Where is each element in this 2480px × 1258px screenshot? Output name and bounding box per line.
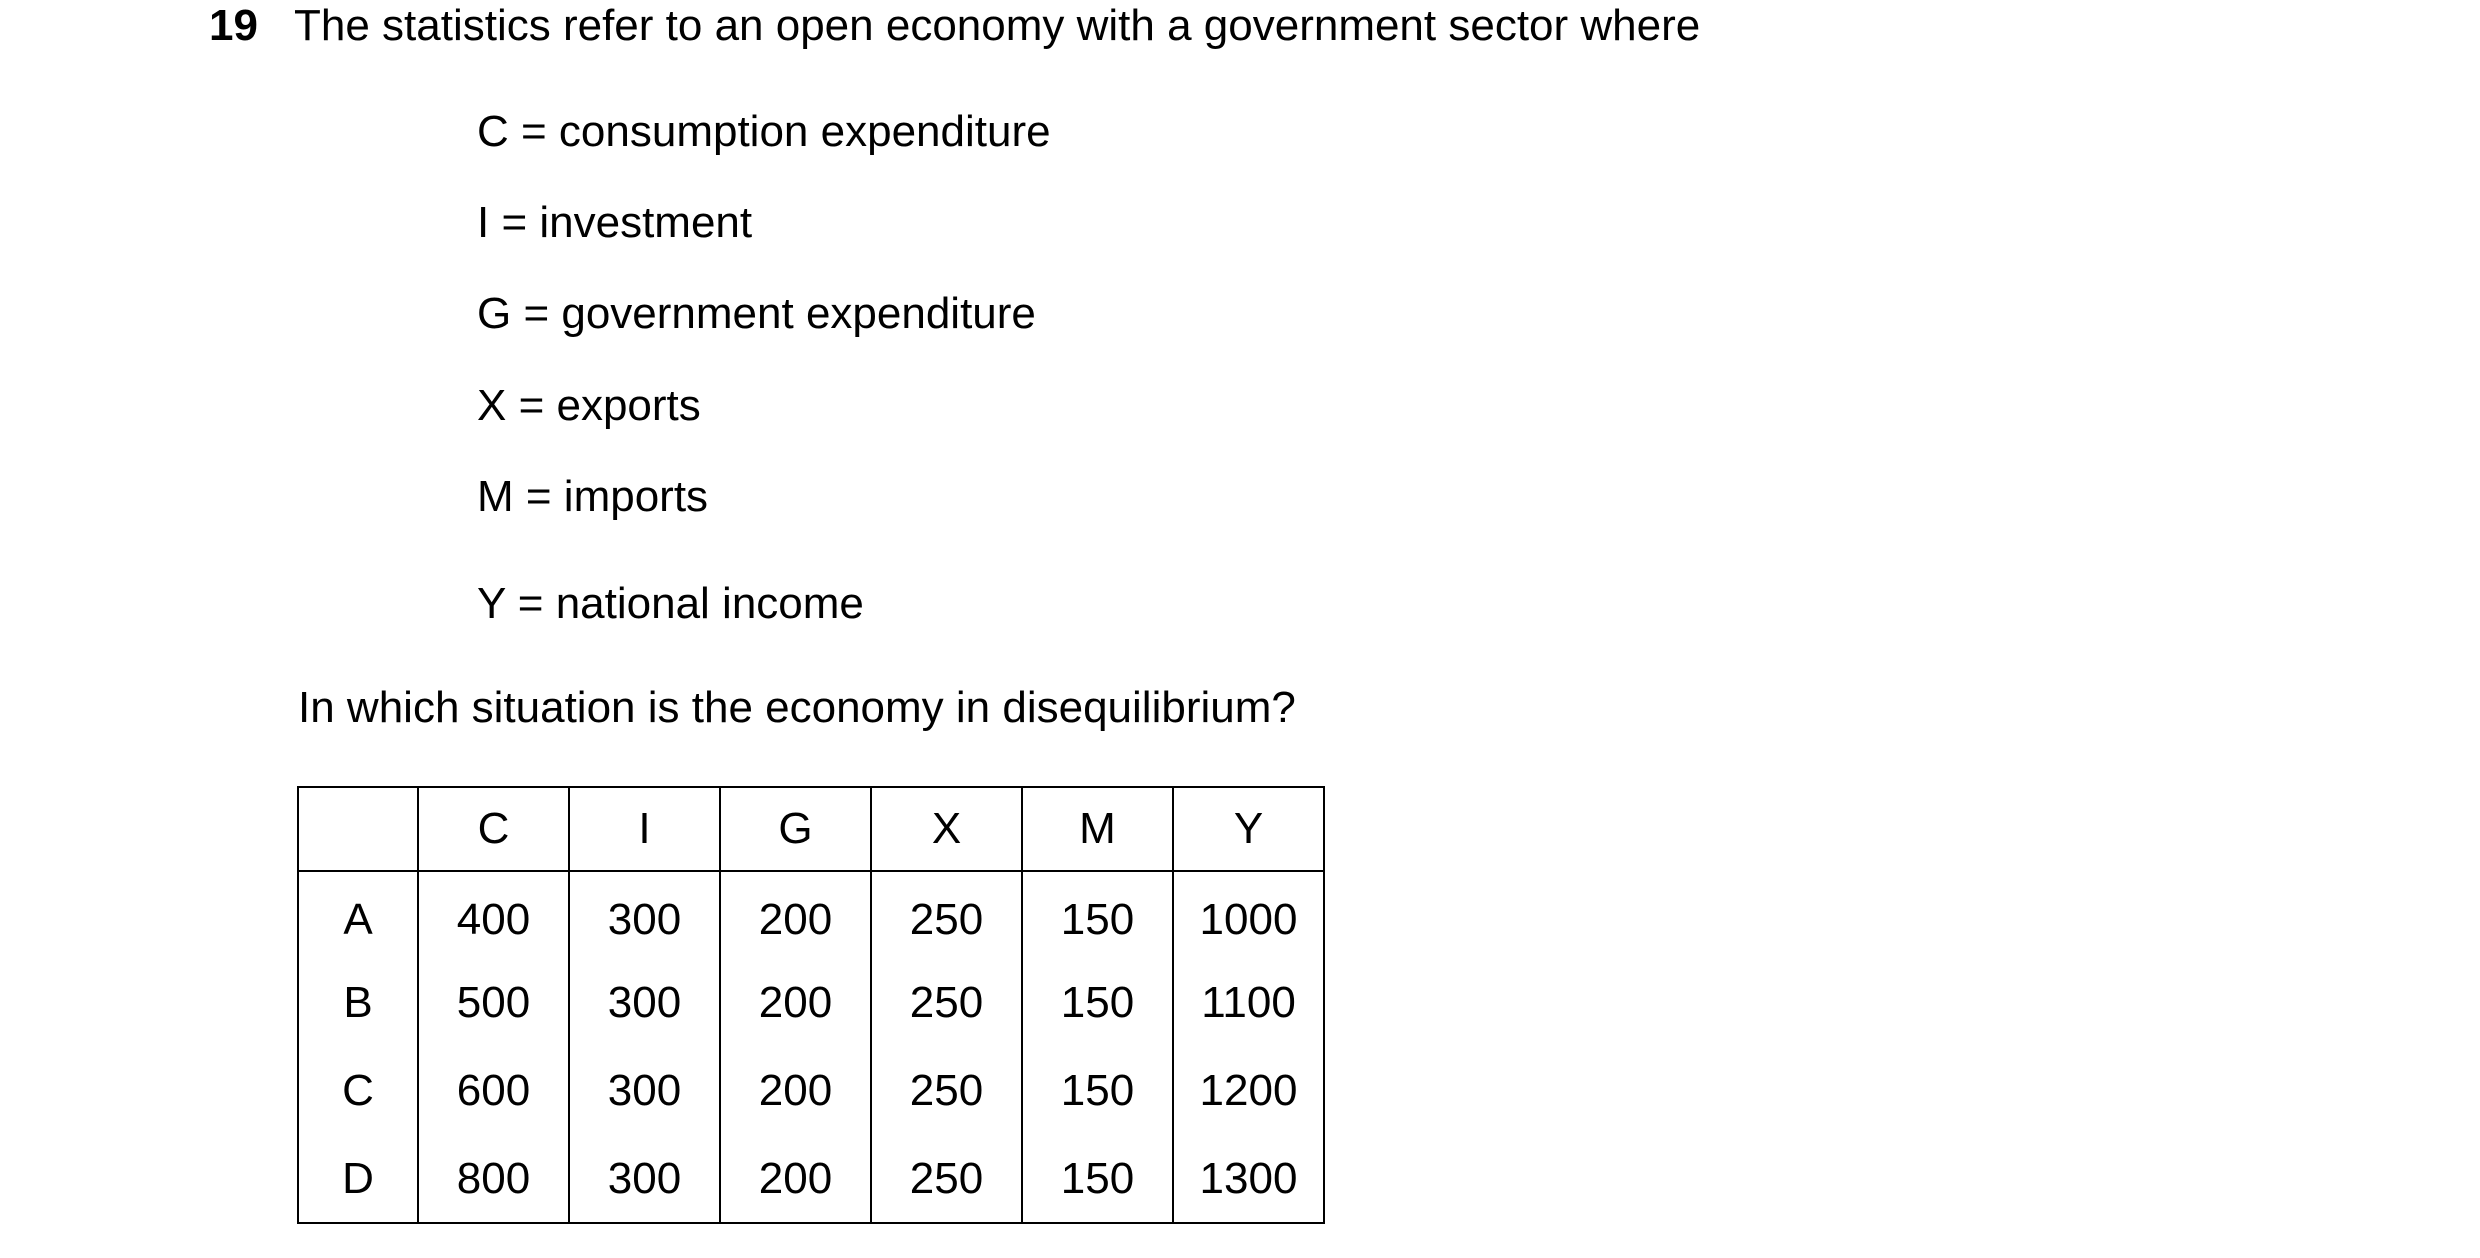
table-cell: 1000 [1173,871,1324,959]
table-cell: 250 [871,1135,1022,1223]
row-label-a: A [298,871,418,959]
table-cell: 150 [1022,959,1173,1047]
table-cell: 150 [1022,1047,1173,1135]
options-table [297,786,1325,1224]
header-cell-x: X [871,787,1022,871]
table-cell: 1100 [1173,959,1324,1047]
table-row [298,1047,1324,1135]
table-cell: 300 [569,871,720,959]
table-cell: 1300 [1173,1135,1324,1223]
table-row [298,1135,1324,1223]
header-cell-y: Y [1173,787,1324,871]
table-cell: 300 [569,1047,720,1135]
table-cell: 1200 [1173,1047,1324,1135]
definition-national-income: Y = national income [477,579,864,628]
table-row [298,871,1324,959]
table-cell: 250 [871,871,1022,959]
table-cell: 400 [418,871,569,959]
table-cell: 150 [1022,871,1173,959]
definition-consumption: C = consumption expenditure [477,107,1051,156]
table-header-row [298,787,1324,871]
table-cell: 600 [418,1047,569,1135]
question-number: 19 [209,1,258,50]
table-cell: 800 [418,1135,569,1223]
table-row [298,959,1324,1047]
table-cell: 250 [871,1047,1022,1135]
table-cell: 200 [720,959,871,1047]
header-cell-g: G [720,787,871,871]
table-cell: 150 [1022,1135,1173,1223]
table-cell: 300 [569,1135,720,1223]
row-label-d: D [298,1135,418,1223]
question-prompt: In which situation is the economy in disequilibrium? [298,683,1296,732]
table-cell: 200 [720,871,871,959]
table-cell: 200 [720,1135,871,1223]
header-cell-blank [298,787,418,871]
definition-imports: M = imports [477,472,709,521]
header-cell-c: C [418,787,569,871]
table-cell: 500 [418,959,569,1047]
definition-government: G = government expenditure [477,289,1036,338]
table-cell: 300 [569,959,720,1047]
header-cell-m: M [1022,787,1173,871]
header-cell-i: I [569,787,720,871]
row-label-c: C [298,1047,418,1135]
row-label-b: B [298,959,418,1047]
table-cell: 200 [720,1047,871,1135]
definition-investment: I = investment [477,198,753,247]
table-cell: 250 [871,959,1022,1047]
definition-exports: X = exports [477,381,701,430]
question-stem: The statistics refer to an open economy with a government sector where [294,1,1701,50]
